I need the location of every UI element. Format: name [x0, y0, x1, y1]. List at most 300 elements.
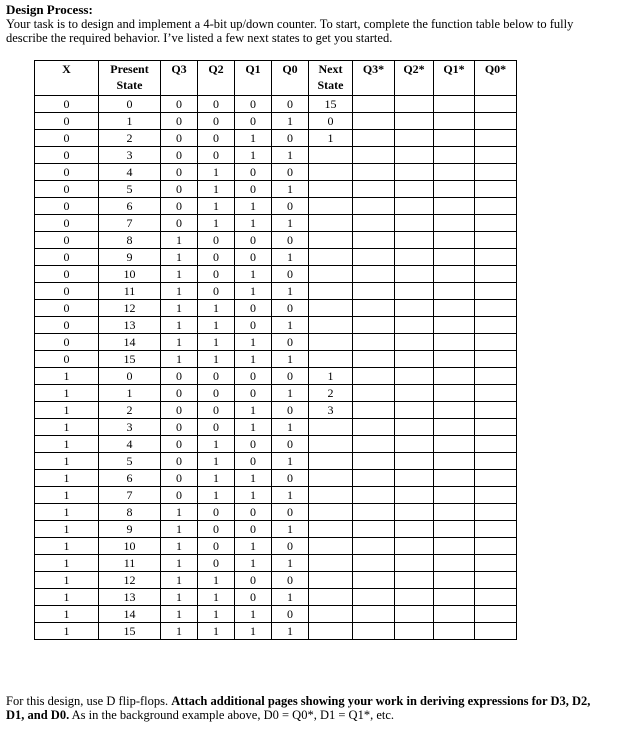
table-cell — [434, 555, 475, 572]
table-cell: 1 — [161, 266, 198, 283]
table-cell: 1 — [235, 334, 272, 351]
table-cell — [395, 334, 434, 351]
table-cell: 0 — [235, 113, 272, 130]
table-cell: 0 — [161, 147, 198, 164]
column-header: Q1* — [434, 61, 475, 96]
table-cell: 0 — [35, 96, 99, 113]
table-body — [35, 96, 517, 640]
table-cell — [353, 232, 395, 249]
table-cell: 0 — [235, 164, 272, 181]
table-cell — [434, 419, 475, 436]
table-cell: 1 — [198, 589, 235, 606]
table-cell — [434, 572, 475, 589]
table-cell — [353, 351, 395, 368]
table-cell — [434, 589, 475, 606]
table-cell — [353, 521, 395, 538]
table-cell — [475, 113, 517, 130]
table-cell: 0 — [272, 334, 309, 351]
table-row — [35, 572, 517, 589]
table-cell — [434, 521, 475, 538]
table-cell: 1 — [35, 538, 99, 555]
footer-text-2: As in the background example above, D0 = Q0*, D1 = Q1*, etc. — [69, 708, 395, 722]
table-cell: 6 — [99, 198, 161, 215]
table-cell: 1 — [35, 487, 99, 504]
table-row — [35, 130, 517, 147]
table-cell: 1 — [161, 283, 198, 300]
table-cell: 1 — [35, 453, 99, 470]
table-cell — [309, 453, 353, 470]
table-cell: 14 — [99, 334, 161, 351]
table-cell — [309, 589, 353, 606]
table-row — [35, 436, 517, 453]
table-cell: 1 — [161, 351, 198, 368]
table-cell — [395, 249, 434, 266]
table-cell — [309, 147, 353, 164]
table-cell — [395, 504, 434, 521]
table-cell — [353, 470, 395, 487]
table-cell — [395, 164, 434, 181]
table-row — [35, 96, 517, 113]
table-cell — [434, 232, 475, 249]
table-cell: 0 — [35, 215, 99, 232]
table-cell — [434, 402, 475, 419]
table-cell: 1 — [161, 317, 198, 334]
table-cell — [475, 164, 517, 181]
table-cell: 0 — [272, 164, 309, 181]
table-cell — [475, 249, 517, 266]
table-cell — [395, 487, 434, 504]
table-cell: 1 — [235, 130, 272, 147]
column-header: Q1 — [235, 61, 272, 96]
table-cell: 1 — [198, 572, 235, 589]
table-cell — [353, 215, 395, 232]
table-cell: 0 — [235, 96, 272, 113]
table-cell — [353, 181, 395, 198]
table-cell — [395, 232, 434, 249]
table-cell: 9 — [99, 521, 161, 538]
table-cell: 1 — [198, 436, 235, 453]
table-cell: 1 — [161, 300, 198, 317]
table-cell: 12 — [99, 572, 161, 589]
table-row — [35, 402, 517, 419]
table-cell: 0 — [235, 317, 272, 334]
table-cell — [395, 555, 434, 572]
table-cell: 11 — [99, 283, 161, 300]
table-cell: 1 — [235, 487, 272, 504]
table-cell — [434, 436, 475, 453]
column-header: Q3 — [161, 61, 198, 96]
table-cell: 0 — [161, 215, 198, 232]
table-cell: 1 — [35, 589, 99, 606]
table-cell: 1 — [235, 606, 272, 623]
table-cell: 7 — [99, 487, 161, 504]
table-cell — [475, 334, 517, 351]
table-cell — [434, 181, 475, 198]
table-cell: 0 — [235, 572, 272, 589]
table-cell: 1 — [198, 215, 235, 232]
table-cell: 1 — [35, 504, 99, 521]
table-cell — [434, 487, 475, 504]
table-cell: 0 — [161, 164, 198, 181]
table-cell: 0 — [35, 130, 99, 147]
table-row — [35, 368, 517, 385]
table-cell — [475, 572, 517, 589]
table-cell: 0 — [235, 300, 272, 317]
table-cell: 9 — [99, 249, 161, 266]
table-cell — [475, 606, 517, 623]
table-cell: 1 — [161, 504, 198, 521]
table-row — [35, 249, 517, 266]
table-cell — [395, 623, 434, 640]
table-cell: 1 — [235, 623, 272, 640]
table-cell: 0 — [161, 113, 198, 130]
table-cell: 1 — [198, 606, 235, 623]
table-cell: 1 — [235, 198, 272, 215]
table-cell: 1 — [198, 487, 235, 504]
table-cell — [475, 351, 517, 368]
table-cell — [475, 538, 517, 555]
table-row — [35, 538, 517, 555]
table-cell — [353, 538, 395, 555]
table-cell: 0 — [198, 555, 235, 572]
table-cell: 0 — [272, 266, 309, 283]
table-cell: 13 — [99, 589, 161, 606]
table-cell: 1 — [272, 283, 309, 300]
table-cell: 1 — [161, 555, 198, 572]
table-cell — [353, 130, 395, 147]
table-cell: 0 — [35, 147, 99, 164]
table-cell — [309, 436, 353, 453]
table-cell — [309, 266, 353, 283]
section-heading: Design Process: — [6, 2, 93, 17]
table-cell: 0 — [161, 487, 198, 504]
table-cell — [353, 147, 395, 164]
table-cell — [475, 96, 517, 113]
table-cell — [353, 334, 395, 351]
table-cell: 1 — [198, 453, 235, 470]
table-cell — [353, 266, 395, 283]
table-row — [35, 113, 517, 130]
table-cell: 0 — [272, 198, 309, 215]
table-cell — [353, 96, 395, 113]
table-cell — [395, 300, 434, 317]
table-cell — [434, 334, 475, 351]
table-cell: 1 — [161, 232, 198, 249]
table-cell: 12 — [99, 300, 161, 317]
table-cell — [309, 419, 353, 436]
table-cell — [309, 334, 353, 351]
table-cell — [434, 453, 475, 470]
table-cell: 0 — [198, 402, 235, 419]
table-cell — [475, 419, 517, 436]
table-cell: 0 — [235, 589, 272, 606]
table-cell: 0 — [235, 181, 272, 198]
table-cell — [395, 215, 434, 232]
table-cell — [475, 215, 517, 232]
table-cell — [434, 266, 475, 283]
table-cell — [434, 283, 475, 300]
table-cell — [475, 436, 517, 453]
table-cell — [353, 198, 395, 215]
table-cell: 2 — [99, 130, 161, 147]
table-cell — [475, 521, 517, 538]
table-cell — [395, 181, 434, 198]
table-row — [35, 589, 517, 606]
table-cell: 0 — [235, 385, 272, 402]
table-cell: 1 — [198, 198, 235, 215]
table-cell — [309, 623, 353, 640]
table-cell: 0 — [198, 147, 235, 164]
table-cell: 0 — [99, 96, 161, 113]
table-cell: 0 — [198, 521, 235, 538]
footer-bold-text: Attach additional pages showing your work in deriving expressions for D3, D2, D1, and D0. — [6, 694, 591, 722]
table-cell: 0 — [198, 504, 235, 521]
table-cell: 10 — [99, 538, 161, 555]
column-header: Q0 — [272, 61, 309, 96]
table-cell: 0 — [99, 368, 161, 385]
table-cell — [475, 470, 517, 487]
table-row — [35, 623, 517, 640]
table-cell — [395, 589, 434, 606]
table-cell: 0 — [161, 198, 198, 215]
table-cell — [353, 164, 395, 181]
table-cell: 3 — [99, 147, 161, 164]
column-header: Present State — [99, 61, 161, 96]
table-cell: 1 — [272, 555, 309, 572]
table-cell: 0 — [272, 96, 309, 113]
table-cell: 0 — [272, 402, 309, 419]
table-cell — [475, 368, 517, 385]
table-row — [35, 453, 517, 470]
table-cell: 1 — [235, 266, 272, 283]
table-cell — [309, 164, 353, 181]
table-cell: 0 — [309, 113, 353, 130]
table-cell: 0 — [161, 436, 198, 453]
table-cell: 1 — [198, 181, 235, 198]
table-cell — [395, 147, 434, 164]
table-cell — [353, 572, 395, 589]
table-cell — [353, 283, 395, 300]
table-cell: 1 — [198, 317, 235, 334]
table-cell: 1 — [272, 419, 309, 436]
table-row — [35, 385, 517, 402]
table-cell — [353, 589, 395, 606]
table-cell: 1 — [35, 555, 99, 572]
table-row — [35, 555, 517, 572]
table-cell — [309, 351, 353, 368]
table-cell — [395, 385, 434, 402]
table-cell: 0 — [198, 113, 235, 130]
table-cell: 1 — [35, 470, 99, 487]
table-cell: 0 — [161, 385, 198, 402]
table-cell: 0 — [235, 436, 272, 453]
table-cell: 1 — [35, 606, 99, 623]
table-cell: 0 — [198, 130, 235, 147]
table-cell — [434, 385, 475, 402]
table-cell — [353, 368, 395, 385]
table-cell — [475, 198, 517, 215]
table-cell — [395, 198, 434, 215]
table-cell — [309, 521, 353, 538]
table-cell: 15 — [309, 96, 353, 113]
table-cell: 0 — [35, 181, 99, 198]
table-cell — [309, 249, 353, 266]
table-cell: 2 — [309, 385, 353, 402]
table-row — [35, 283, 517, 300]
table-row — [35, 300, 517, 317]
table-cell — [353, 113, 395, 130]
table-cell: 0 — [161, 419, 198, 436]
table-cell: 1 — [272, 385, 309, 402]
table-cell: 0 — [35, 164, 99, 181]
table-cell: 1 — [272, 113, 309, 130]
table-cell — [395, 436, 434, 453]
table-cell: 1 — [272, 521, 309, 538]
table-cell: 1 — [235, 351, 272, 368]
table-cell: 1 — [235, 283, 272, 300]
table-cell: 1 — [309, 130, 353, 147]
table-cell — [475, 317, 517, 334]
table-cell — [434, 504, 475, 521]
table-cell: 1 — [272, 351, 309, 368]
table-cell: 2 — [99, 402, 161, 419]
table-cell — [353, 385, 395, 402]
table-cell — [475, 487, 517, 504]
table-cell: 0 — [35, 317, 99, 334]
table-cell — [434, 249, 475, 266]
table-cell — [309, 572, 353, 589]
table-cell: 3 — [309, 402, 353, 419]
table-cell — [395, 402, 434, 419]
table-cell — [434, 215, 475, 232]
table-cell: 0 — [272, 232, 309, 249]
table-cell: 0 — [35, 232, 99, 249]
table-cell — [353, 249, 395, 266]
table-cell: 1 — [198, 470, 235, 487]
table-cell — [353, 317, 395, 334]
table-cell: 0 — [35, 113, 99, 130]
table-cell — [309, 487, 353, 504]
table-cell: 0 — [161, 181, 198, 198]
table-row — [35, 317, 517, 334]
table-cell — [353, 300, 395, 317]
table-cell: 1 — [35, 419, 99, 436]
table-cell: 0 — [35, 266, 99, 283]
table-cell: 1 — [161, 538, 198, 555]
column-header: Q0* — [475, 61, 517, 96]
table-cell — [475, 232, 517, 249]
table-cell: 1 — [161, 606, 198, 623]
table-cell — [395, 283, 434, 300]
table-cell — [395, 521, 434, 538]
column-header: Q2* — [395, 61, 434, 96]
table-cell: 8 — [99, 232, 161, 249]
table-cell: 1 — [272, 317, 309, 334]
table-cell: 0 — [198, 266, 235, 283]
table-cell — [309, 504, 353, 521]
footer-paragraph — [6, 694, 606, 722]
table-row — [35, 198, 517, 215]
footer-text-1: For this design, use D flip-flops. — [6, 694, 172, 708]
table-cell: 0 — [272, 572, 309, 589]
column-header: Q3* — [353, 61, 395, 96]
function-table — [34, 60, 517, 640]
table-cell: 4 — [99, 436, 161, 453]
table-cell: 0 — [235, 453, 272, 470]
table-cell: 0 — [198, 538, 235, 555]
table-cell: 1 — [235, 538, 272, 555]
table-cell — [309, 215, 353, 232]
table-cell: 0 — [161, 402, 198, 419]
table-cell: 15 — [99, 351, 161, 368]
table-cell: 8 — [99, 504, 161, 521]
table-row — [35, 147, 517, 164]
table-cell: 1 — [198, 164, 235, 181]
table-cell: 0 — [235, 368, 272, 385]
table-cell — [475, 453, 517, 470]
table-cell — [475, 300, 517, 317]
table-cell: 0 — [161, 453, 198, 470]
table-cell: 1 — [198, 623, 235, 640]
table-cell — [309, 470, 353, 487]
table-cell: 1 — [198, 334, 235, 351]
table-cell: 0 — [235, 521, 272, 538]
table-cell: 0 — [272, 130, 309, 147]
table-cell — [434, 368, 475, 385]
table-cell — [475, 181, 517, 198]
table-cell — [309, 300, 353, 317]
table-cell: 1 — [272, 623, 309, 640]
table-row — [35, 606, 517, 623]
table-cell: 10 — [99, 266, 161, 283]
table-cell: 1 — [35, 402, 99, 419]
table-cell — [309, 181, 353, 198]
table-cell — [434, 351, 475, 368]
table-cell: 1 — [35, 436, 99, 453]
table-cell: 0 — [198, 419, 235, 436]
table-cell — [309, 283, 353, 300]
table-cell — [475, 283, 517, 300]
table-cell: 0 — [35, 300, 99, 317]
table-row — [35, 266, 517, 283]
table-cell — [309, 317, 353, 334]
table-cell — [434, 198, 475, 215]
table-cell: 1 — [272, 147, 309, 164]
table-cell — [309, 198, 353, 215]
table-cell: 1 — [35, 521, 99, 538]
table-row — [35, 181, 517, 198]
table-cell: 1 — [272, 181, 309, 198]
table-cell: 0 — [272, 300, 309, 317]
table-cell — [353, 504, 395, 521]
table-cell: 1 — [198, 351, 235, 368]
table-cell: 1 — [272, 249, 309, 266]
table-cell: 1 — [235, 555, 272, 572]
table-cell: 1 — [99, 113, 161, 130]
table-cell: 0 — [235, 249, 272, 266]
table-cell — [434, 164, 475, 181]
table-cell: 0 — [35, 283, 99, 300]
table-cell: 1 — [235, 402, 272, 419]
table-cell — [475, 130, 517, 147]
table-cell: 1 — [272, 453, 309, 470]
table-row — [35, 470, 517, 487]
table-cell: 6 — [99, 470, 161, 487]
table-cell: 0 — [198, 232, 235, 249]
table-cell: 0 — [161, 470, 198, 487]
table-cell: 0 — [272, 504, 309, 521]
table-cell — [434, 538, 475, 555]
